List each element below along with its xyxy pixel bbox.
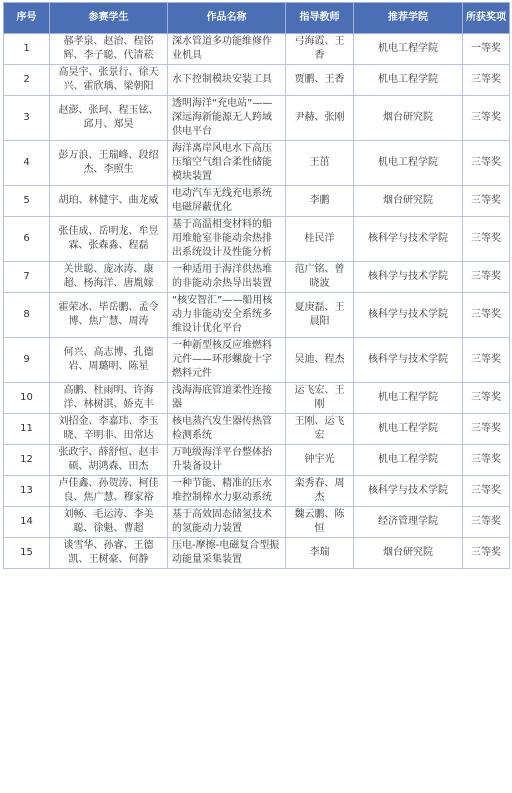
cell-index: 11 — [4, 414, 50, 445]
cell-award: 三等奖 — [463, 141, 510, 186]
cell-college: 机电工程学院 — [354, 414, 463, 445]
cell-students: 刘畅、毛运涛、李美聪、徐魁、曹超 — [50, 507, 168, 538]
cell-index: 2 — [4, 65, 50, 96]
cell-award: 三等奖 — [463, 383, 510, 414]
cell-project-title: 压电-摩擦-电磁复合型振动能量采集装置 — [168, 538, 286, 569]
table-row — [4, 445, 510, 476]
cell-project-title: 电动汽车无线充电系统电磁屏蔽优化 — [168, 186, 286, 217]
header-advisors: 指导教师 — [286, 3, 354, 34]
cell-college: 机电工程学院 — [354, 445, 463, 476]
cell-students: 谈雪华、孙睿、王德凯、王树豪、何静 — [50, 538, 168, 569]
table-row — [4, 34, 510, 65]
cell-award: 三等奖 — [463, 186, 510, 217]
cell-students: 张政宇、薛舒恒、赵丰硕、胡鸿森、田杰 — [50, 445, 168, 476]
cell-advisors: 尹赫、张刚 — [286, 96, 354, 141]
table-row — [4, 507, 510, 538]
cell-college: 核科学与技术学院 — [354, 476, 463, 507]
cell-award: 三等奖 — [463, 476, 510, 507]
cell-advisors: 弓海霞、王香 — [286, 34, 354, 65]
table-row — [4, 217, 510, 262]
cell-project-title: 水下控制模块安装工具 — [168, 65, 286, 96]
cell-college: 机电工程学院 — [354, 65, 463, 96]
cell-award: 三等奖 — [463, 538, 510, 569]
cell-advisors: 栾秀春、周杰 — [286, 476, 354, 507]
cell-index: 4 — [4, 141, 50, 186]
cell-award: 三等奖 — [463, 96, 510, 141]
cell-students: 赵澎、张珂、程玉铉、邱月、郑昊 — [50, 96, 168, 141]
cell-advisors: 范广铭、曾晓波 — [286, 262, 354, 293]
cell-project-title: 浅海海底管道柔性连接器 — [168, 383, 286, 414]
cell-students: 刘招金、李嘉玮、李玉晓、辛明非、田常达 — [50, 414, 168, 445]
cell-award: 三等奖 — [463, 445, 510, 476]
header-row — [4, 3, 510, 34]
cell-index: 1 — [4, 34, 50, 65]
cell-advisors: 运飞宏、王刚 — [286, 383, 354, 414]
cell-advisors: 贾鹏、王香 — [286, 65, 354, 96]
cell-project-title: 一种节能、精准的压水堆控制棒水力驱动系统 — [168, 476, 286, 507]
cell-index: 8 — [4, 293, 50, 338]
header-college: 推荐学院 — [354, 3, 463, 34]
cell-students: 何兴、高志博、孔德岩、周璐明、陈星 — [50, 338, 168, 383]
cell-college: 核科学与技术学院 — [354, 262, 463, 293]
header-students: 参赛学生 — [50, 3, 168, 34]
table-row — [4, 141, 510, 186]
cell-award: 三等奖 — [463, 65, 510, 96]
cell-index: 12 — [4, 445, 50, 476]
cell-college: 核科学与技术学院 — [354, 293, 463, 338]
cell-students: 张佳成、岳明龙、牟昱霖、张森淼、程磊 — [50, 217, 168, 262]
cell-award: 三等奖 — [463, 338, 510, 383]
cell-students: 高鹏、杜雨明、许海洋、林树淇、娇克丰 — [50, 383, 168, 414]
awards-table — [3, 2, 510, 569]
cell-advisors: 魏云鹏、陈恒 — [286, 507, 354, 538]
cell-students: 关世聪、庞冰涛、康超、杨海洋、唐胤嫁 — [50, 262, 168, 293]
cell-advisors: 李鹏 — [286, 186, 354, 217]
cell-project-title: 一种新型核反应堆燃料元件——环形螺旋十字燃料元件 — [168, 338, 286, 383]
cell-award: 三等奖 — [463, 414, 510, 445]
cell-advisors: 王茁 — [286, 141, 354, 186]
cell-students: 郝孝泉、赵治、程铭辉、李子聪、代清菘 — [50, 34, 168, 65]
header-award: 所获奖项 — [463, 3, 510, 34]
cell-award: 三等奖 — [463, 293, 510, 338]
cell-college: 经济管理学院 — [354, 507, 463, 538]
cell-students: 高昊宇、张景行、徐天兴、霍欣瑀、梁朝阳 — [50, 65, 168, 96]
cell-project-title: 基于高效固态储氢技术的氢能动力装置 — [168, 507, 286, 538]
cell-award: 三等奖 — [463, 507, 510, 538]
table-row — [4, 383, 510, 414]
cell-index: 9 — [4, 338, 50, 383]
cell-advisors: 王刚、运飞宏 — [286, 414, 354, 445]
cell-students: 卢佳鑫、孙贺涛、柯佳良、焦广慧、穆家裕 — [50, 476, 168, 507]
cell-students: 霍荣冰、毕岳鹏、孟令博、焦广慧、周涛 — [50, 293, 168, 338]
cell-award: 三等奖 — [463, 262, 510, 293]
table-row — [4, 414, 510, 445]
table-row — [4, 96, 510, 141]
cell-project-title: 深水管道多功能维修作业机具 — [168, 34, 286, 65]
table-row — [4, 476, 510, 507]
header-index: 序号 — [4, 3, 50, 34]
table-header — [4, 3, 510, 34]
cell-project-title: 核电蒸汽发生器传热管检测系统 — [168, 414, 286, 445]
table-row — [4, 186, 510, 217]
cell-students: 彭万浪、王瑞峰、段绍杰、李照生 — [50, 141, 168, 186]
cell-college: 烟台研究院 — [354, 186, 463, 217]
cell-index: 3 — [4, 96, 50, 141]
cell-college: 烟台研究院 — [354, 538, 463, 569]
cell-students: 胡珀、林健宇、曲龙威 — [50, 186, 168, 217]
cell-index: 7 — [4, 262, 50, 293]
header-project-title: 作品名称 — [168, 3, 286, 34]
cell-college: 核科学与技术学院 — [354, 338, 463, 383]
cell-college: 机电工程学院 — [354, 383, 463, 414]
table-row — [4, 65, 510, 96]
table-body — [4, 34, 510, 569]
cell-index: 10 — [4, 383, 50, 414]
cell-index: 13 — [4, 476, 50, 507]
cell-advisors: 李瑞 — [286, 538, 354, 569]
cell-college: 核科学与技术学院 — [354, 217, 463, 262]
cell-project-title: 万吨级海洋平台整体抬升装备设计 — [168, 445, 286, 476]
cell-advisors: 桂民洋 — [286, 217, 354, 262]
table-row — [4, 262, 510, 293]
cell-index: 6 — [4, 217, 50, 262]
cell-project-title: 透明海洋“充电站”——深远海新能源无人跨域供电平台 — [168, 96, 286, 141]
table-row — [4, 538, 510, 569]
cell-award: 三等奖 — [463, 217, 510, 262]
cell-advisors: 吴迪、程杰 — [286, 338, 354, 383]
cell-college: 机电工程学院 — [354, 34, 463, 65]
cell-college: 烟台研究院 — [354, 96, 463, 141]
cell-college: 机电工程学院 — [354, 141, 463, 186]
cell-project-title: 一种适用于海洋供热堆的非能动余热导出装置 — [168, 262, 286, 293]
table-row — [4, 293, 510, 338]
cell-project-title: 海洋离岸风电水下高压压缩空气组合柔性储能模块装置 — [168, 141, 286, 186]
cell-index: 5 — [4, 186, 50, 217]
cell-award: 一等奖 — [463, 34, 510, 65]
cell-advisors: 夏庚磊、王晨阳 — [286, 293, 354, 338]
table-row — [4, 338, 510, 383]
cell-advisors: 钟宇光 — [286, 445, 354, 476]
cell-index: 14 — [4, 507, 50, 538]
cell-project-title: “核安智汇”——船用核动力非能动安全系统多维设计优化平台 — [168, 293, 286, 338]
cell-project-title: 基于高温相变材料的船用堆舱室非能动余热排出系统设计及性能分析 — [168, 217, 286, 262]
cell-index: 15 — [4, 538, 50, 569]
